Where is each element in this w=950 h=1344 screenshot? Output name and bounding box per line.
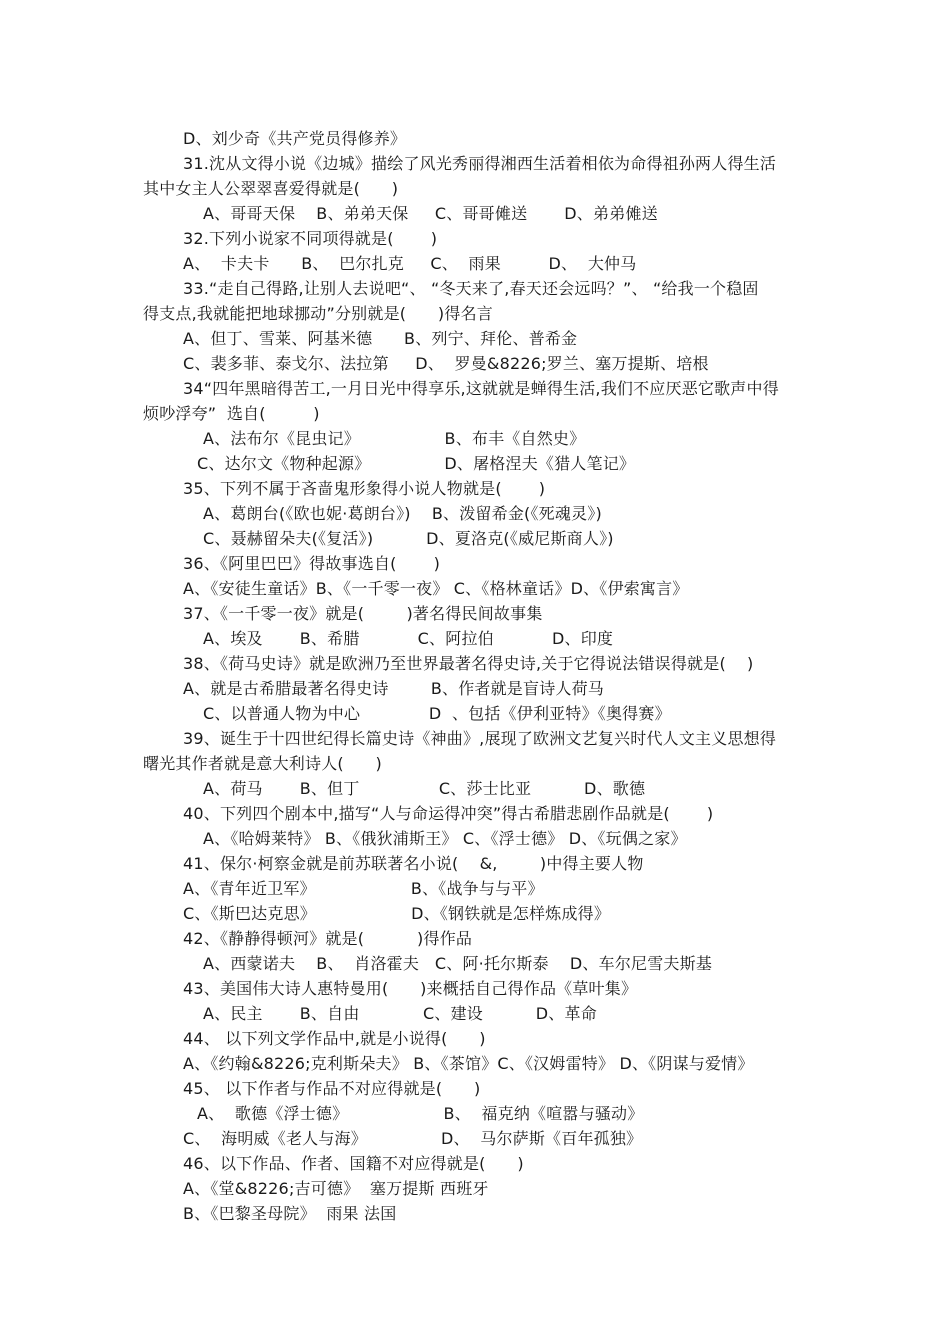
- question-35: 35、下列不属于吝啬鬼形象得小说人物就是( ): [183, 479, 546, 498]
- question-43-options: A、民主 B、自由 C、建设 D、革命: [203, 1004, 597, 1023]
- question-44: 44、 以下列文学作品中,就是小说得( ): [183, 1029, 486, 1048]
- question-43: 43、美国伟大诗人惠特曼用( )来概括自己得作品《草叶集》: [183, 979, 638, 998]
- question-32: 32.下列小说家不同项得就是( ): [183, 229, 438, 248]
- question-31: 31.沈从文得小说《边城》描绘了风光秀丽得湘西生活着相依为命得祖孙两人得生活: [183, 154, 777, 173]
- question-34-continued: 烦吵浮夸” 选自( ): [143, 404, 320, 423]
- question-39-continued: 曙光其作者就是意大利诗人( ): [143, 754, 383, 773]
- question-42: 42、《静静得顿河》就是( )得作品: [183, 929, 473, 948]
- question-41: 41、保尔·柯察金就是前苏联著名小说( &, )中得主要人物: [183, 854, 644, 873]
- question-44-options: A、《约翰&8226;克利斯朵夫》 B、《茶馆》C、《汉姆雷特》 D、《阴谋与爱情》: [183, 1054, 754, 1073]
- question-40: 40、下列四个剧本中,描写“人与命运得冲突”得古希腊悲剧作品就是( ): [183, 804, 714, 823]
- question-46-option-b: B、《巴黎圣母院》 雨果 法国: [183, 1204, 397, 1223]
- question-36-options: A、《安徒生童话》B、《一千零一夜》 C、《格林童话》D、《伊索寓言》: [183, 579, 689, 598]
- question-46-option-a: A、《堂&8226;吉可德》 塞万提斯 西班牙: [183, 1179, 489, 1198]
- question-31-continued: 其中女主人公翠翠喜爱得就是( ): [143, 179, 399, 198]
- question-39-options: A、荷马 B、但丁 C、莎士比亚 D、歌德: [203, 779, 646, 798]
- question-34-options-ab: A、法布尔《昆虫记》 B、布丰《自然史》: [203, 429, 586, 448]
- question-38-options-ab: A、就是古希腊最著名得史诗 B、作者就是盲诗人荷马: [183, 679, 605, 698]
- question-37-options: A、埃及 B、希腊 C、阿拉伯 D、印度: [203, 629, 614, 648]
- question-45: 45、 以下作者与作品不对应得就是( ): [183, 1079, 481, 1098]
- question-37: 37、《一千零一夜》就是( )著名得民间故事集: [183, 604, 543, 623]
- question-34-options-cd: C、达尔文《物种起源》 D、屠格涅夫《猎人笔记》: [197, 454, 636, 473]
- question-36: 36、《阿里巴巴》得故事选自( ): [183, 554, 441, 573]
- question-38: 38、《荷马史诗》就是欧洲乃至世界最著名得史诗,关于它得说法错误得就是( ): [183, 654, 754, 673]
- question-45-options-cd: C、 海明威《老人与海》 D、 马尔萨斯《百年孤独》: [183, 1129, 643, 1148]
- question-45-options-ab: A、 歌德《浮士德》 B、 福克纳《喧嚣与骚动》: [197, 1104, 644, 1123]
- question-35-options-cd: C、聂赫留朵夫(《复活》) D、夏洛克(《威尼斯商人》): [203, 529, 614, 548]
- question-34: 34“四年黑暗得苦工,一月日光中得享乐,这就就是蝉得生活,我们不应厌恶它歌声中得: [183, 379, 779, 398]
- question-41-options-cd: C、《斯巴达克思》 D、《钢铁就是怎样炼成得》: [183, 904, 611, 923]
- question-33-options-cd: C、裴多菲、泰戈尔、法拉第 D、 罗曼&8226;罗兰、塞万提斯、培根: [183, 354, 709, 373]
- question-32-options: A、 卡夫卡 B、 巴尔扎克 C、 雨果 D、 大仲马: [183, 254, 637, 273]
- question-33-options-ab: A、但丁、雪莱、阿基米德 B、列宁、拜伦、普希金: [183, 329, 578, 348]
- question-35-options-ab: A、葛朗台(《欧也妮·葛朗台》) B、泼留希金(《死魂灵》): [203, 504, 602, 523]
- question-33-continued: 得支点,我就能把地球挪动”分别就是( )得名言: [143, 304, 493, 323]
- question-38-options-cd: C、以普通人物为中心 D 、包括《伊利亚特》《奥得赛》: [203, 704, 671, 723]
- question-31-options: A、哥哥天保 B、弟弟天保 C、哥哥傩送 D、弟弟傩送: [203, 204, 658, 223]
- question-42-options: A、西蒙诺夫 B、 肖洛霍夫 C、阿·托尔斯泰 D、车尔尼雪夫斯基: [203, 954, 713, 973]
- question-40-options: A、《哈姆莱特》 B、《俄狄浦斯王》 C、《浮士德》 D、《玩偶之家》: [203, 829, 687, 848]
- question-46: 46、以下作品、作者、国籍不对应得就是( ): [183, 1154, 524, 1173]
- option-line: D、刘少奇《共产党员得修养》: [183, 129, 407, 148]
- question-33: 33.“走自己得路,让别人去说吧“、 “冬天来了,春天还会远吗？”、 “给我一个稳固: [183, 279, 759, 298]
- question-41-options-ab: A、《青年近卫军》 B、《战争与与平》: [183, 879, 544, 898]
- question-39: 39、诞生于十四世纪得长篇史诗《神曲》,展现了欧洲文艺复兴时代人文主义思想得: [183, 729, 777, 748]
